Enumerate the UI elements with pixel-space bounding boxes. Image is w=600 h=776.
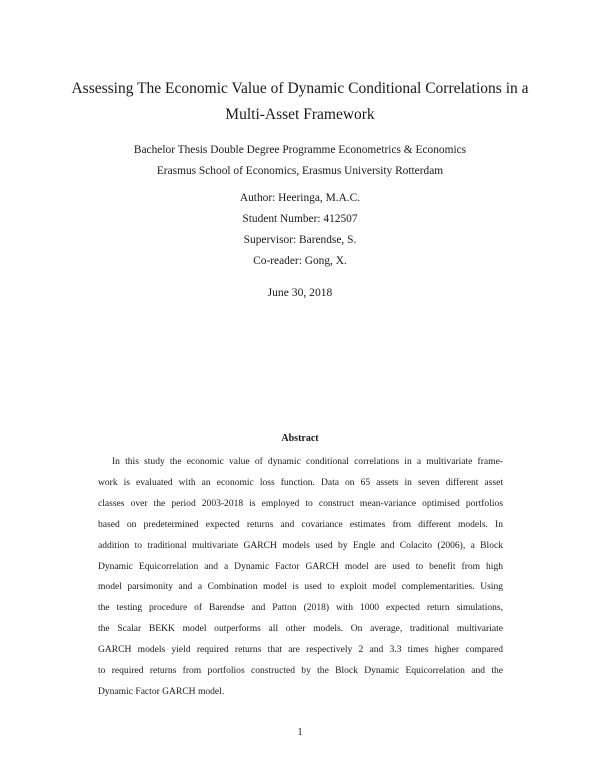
abstract-line: In this study the economic value of dynamic conditional correlations in a multivariate frame- — [112, 456, 503, 467]
co-reader: Co-reader: Gong, X. — [253, 255, 347, 267]
abstract-line: Dynamic Factor GARCH model. — [98, 685, 225, 697]
author-block — [100, 188, 500, 272]
thesis-programme: Bachelor Thesis Double Degree Programme Econometrics & Economics — [133, 144, 467, 156]
abstract-line: GARCH models yield required returns that are respectively 2 and 3.3 times higher compared — [98, 644, 503, 656]
paper-title — [60, 76, 540, 128]
date: June 30, 2018 — [267, 286, 333, 299]
abstract-line: based on predetermined expected returns and covariance estimates from different models. In — [98, 518, 503, 530]
abstract-line: the testing procedure of Barendse and Patton (2018) with 1000 expected return simulations, — [98, 602, 503, 614]
paper-title-line-1: Assessing The Economic Value of Dynamic Conditional Correlations in a — [71, 80, 529, 97]
author: Author: Heeringa, M.A.C. — [239, 192, 361, 204]
abstract-line: the Scalar BEKK model outperforms all other models. On average, traditional multivariate — [98, 623, 503, 635]
abstract-line: addition to traditional multivariate GARCH models used by Engle and Colacito (2006), a Block — [98, 539, 503, 551]
university: Erasmus School of Economics, Erasmus University Rotterdam — [156, 165, 444, 177]
supervisor: Supervisor: Barendse, S. — [243, 234, 357, 246]
abstract-line: to required returns from portfolios constructed by the Block Dynamic Equicorrelation and the — [98, 665, 503, 677]
abstract-heading: Abstract — [281, 433, 319, 444]
paper-title-line-2: Multi-Asset Framework — [225, 106, 375, 123]
abstract-line: model parsimonity and a Combination model is used to exploit model complementarities. Using — [98, 581, 503, 593]
abstract-line: classes over the period 2003-2018 is employed to construct mean-variance optimised portfolios — [98, 497, 503, 509]
affiliation-block — [40, 140, 560, 182]
abstract-line: work is evaluated with an economic loss function. Data on 65 assets in seven different asset — [98, 476, 503, 488]
page-number: 1 — [297, 727, 303, 738]
abstract-line: Dynamic Equicorrelation and a Dynamic Factor GARCH model are used to benefit from high — [98, 560, 503, 572]
abstract-body — [98, 452, 503, 703]
student-number: Student Number: 412507 — [242, 213, 358, 225]
